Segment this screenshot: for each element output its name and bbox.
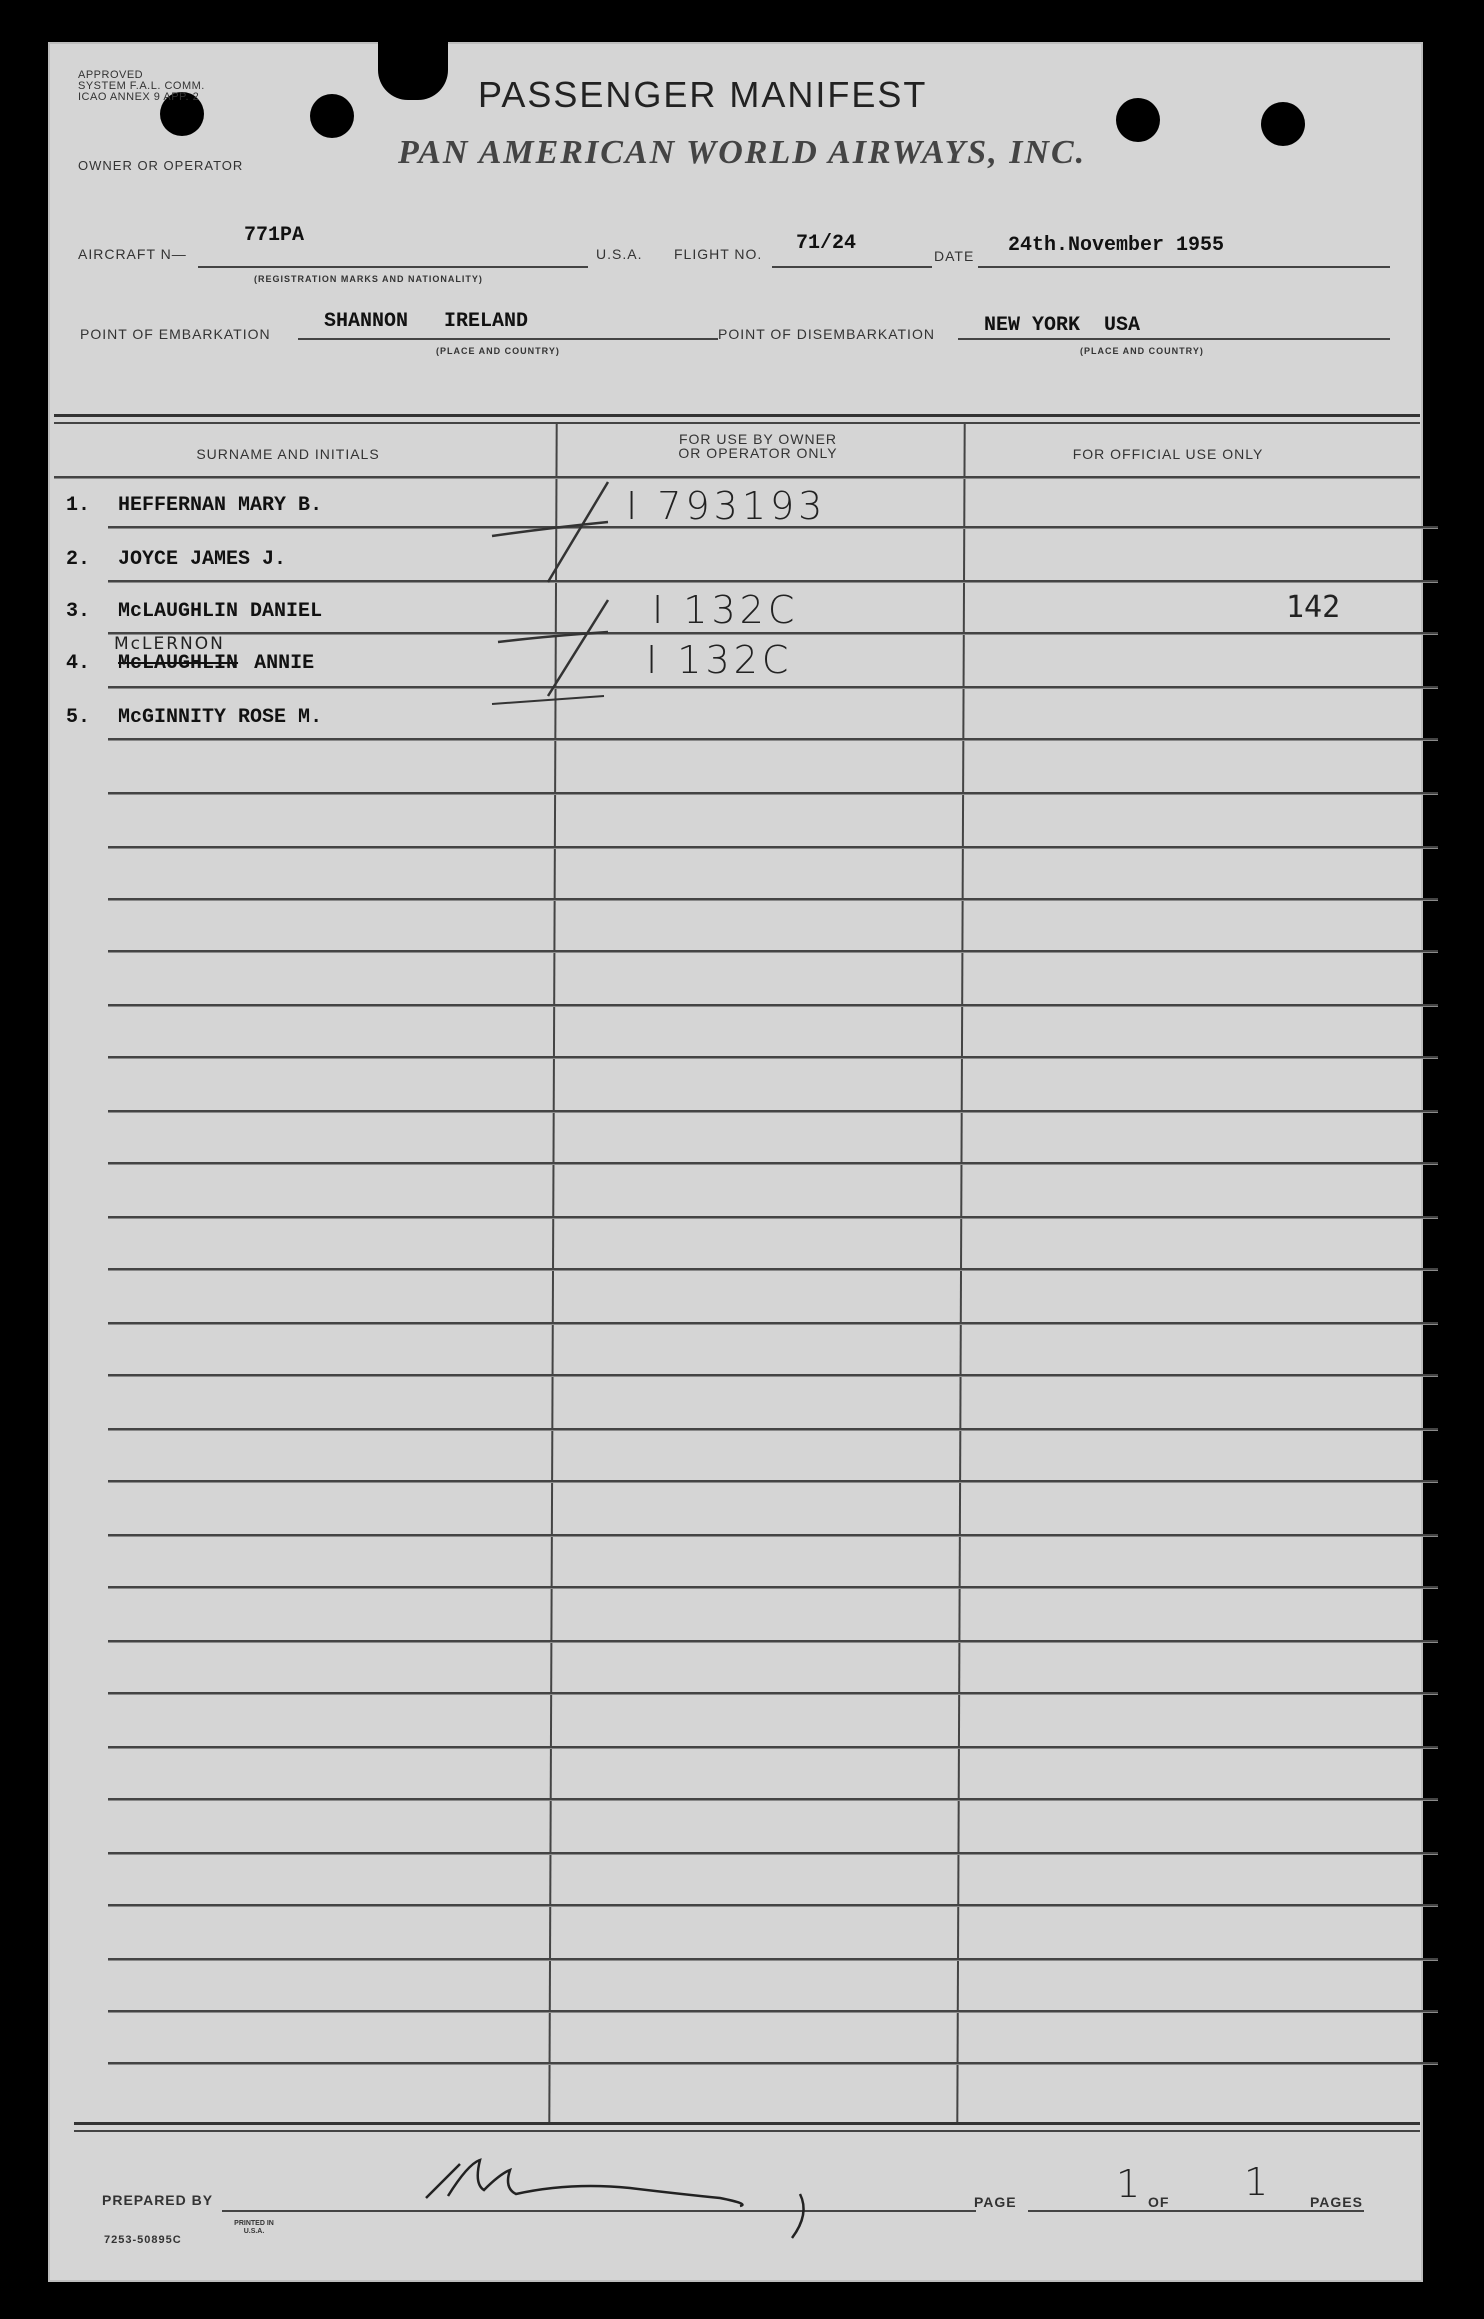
row-rule xyxy=(108,1004,1438,1007)
row-rule xyxy=(108,580,1438,583)
pages-label: PAGES xyxy=(1310,2194,1363,2210)
row-rule xyxy=(108,1904,1438,1907)
aircraft-value: 771PA xyxy=(244,224,305,247)
passenger-name: HEFFERNAN MARY B. xyxy=(118,494,323,517)
check-mark-icon xyxy=(488,472,648,712)
passenger-number: 5. xyxy=(66,706,91,729)
embarkation-caption: (PLACE AND COUNTRY) xyxy=(436,346,560,356)
row-rule xyxy=(108,1216,1438,1219)
row-rule xyxy=(108,1374,1438,1377)
embarkation-value: SHANNON IRELAND xyxy=(324,310,529,333)
form-code: 7253-50895C xyxy=(104,2234,182,2246)
row-rule xyxy=(108,1534,1438,1537)
embarkation-underline xyxy=(298,338,718,340)
printed-mark: PRINTED IN U.S.A. xyxy=(234,2220,274,2235)
table-top-rule xyxy=(54,422,1420,424)
owner-note: I 793193 xyxy=(626,484,827,528)
passenger-row xyxy=(66,494,322,517)
row-rule xyxy=(108,1480,1438,1483)
disembarkation-caption: (PLACE AND COUNTRY) xyxy=(1080,346,1204,356)
row-rule xyxy=(108,1162,1438,1165)
owner-label: OWNER OR OPERATOR xyxy=(78,158,244,173)
page-title: PASSENGER MANIFEST xyxy=(478,74,928,115)
row-rule xyxy=(108,1110,1438,1113)
passenger-number: 2. xyxy=(66,548,91,571)
row-rule xyxy=(108,898,1438,901)
date-label: DATE xyxy=(934,248,975,264)
row-rule xyxy=(108,2062,1438,2065)
passenger-struck-name: McLAUGHLIN xyxy=(118,652,239,675)
passenger-name: McGINNITY ROSE M. xyxy=(118,706,323,729)
passenger-row xyxy=(66,548,286,571)
flight-underline xyxy=(772,266,932,268)
table-bottom-rule xyxy=(74,2130,1420,2132)
row-rule xyxy=(108,1958,1438,1961)
date-value: 24th.November 1955 xyxy=(1008,234,1225,257)
row-rule xyxy=(108,1322,1438,1325)
disembarkation-underline xyxy=(958,338,1390,340)
row-rule xyxy=(108,1056,1438,1059)
row-rule xyxy=(108,846,1438,849)
disembarkation-value: NEW YORK USA xyxy=(984,314,1141,337)
column-divider xyxy=(956,424,965,2124)
punch-hole xyxy=(1116,98,1160,142)
passenger-name: ANNIE xyxy=(254,652,315,675)
row-rule xyxy=(108,1640,1438,1643)
approval-line: SYSTEM F.A.L. COMM. xyxy=(78,80,205,92)
registration-caption: (REGISTRATION MARKS AND NATIONALITY) xyxy=(254,274,483,284)
owner-note: I 132C xyxy=(646,638,793,682)
punch-hole xyxy=(310,94,354,138)
usa-label: U.S.A. xyxy=(596,246,643,262)
aircraft-underline xyxy=(198,266,588,268)
passenger-row xyxy=(66,600,322,623)
row-rule xyxy=(108,2010,1438,2013)
prepared-by-label: PREPARED BY xyxy=(102,2192,214,2208)
company-name: PAN AMERICAN WORLD AIRWAYS, INC. xyxy=(398,134,1087,171)
passenger-correction: McLERNON xyxy=(114,634,225,654)
row-rule xyxy=(108,1268,1438,1271)
row-rule xyxy=(108,1852,1438,1855)
row-rule xyxy=(108,686,1438,689)
table-top-rule xyxy=(54,414,1420,417)
of-value: 1 xyxy=(1244,2160,1273,2204)
row-rule xyxy=(108,1746,1438,1749)
column-header-owner-use-line: OR OPERATOR ONLY xyxy=(678,445,838,461)
page-label: PAGE xyxy=(974,2194,1017,2210)
owner-note: I 132C xyxy=(652,588,799,632)
of-label: OF xyxy=(1148,2194,1170,2210)
row-rule xyxy=(108,1798,1438,1801)
flight-value: 71/24 xyxy=(796,232,857,255)
passenger-number: 3. xyxy=(66,600,91,623)
row-rule xyxy=(108,632,1438,635)
page-underline xyxy=(1028,2210,1194,2212)
embarkation-label: POINT OF EMBARKATION xyxy=(80,326,271,342)
column-header-owner-use xyxy=(608,432,908,460)
passenger-number: 1. xyxy=(66,494,91,517)
row-rule xyxy=(54,476,1420,479)
signature-icon xyxy=(420,2134,880,2244)
approval-line: ICAO ANNEX 9 APP. 2 xyxy=(78,91,200,103)
passenger-row xyxy=(66,706,322,729)
row-rule xyxy=(108,1692,1438,1695)
date-underline xyxy=(978,266,1390,268)
passenger-name: JOYCE JAMES J. xyxy=(118,548,287,571)
approval-notice xyxy=(78,70,205,103)
page-value: 1 xyxy=(1116,2162,1145,2206)
passenger-number: 4. xyxy=(66,652,91,675)
disembarkation-label: POINT OF DISEMBARKATION xyxy=(718,326,935,342)
row-rule xyxy=(108,1428,1438,1431)
row-rule xyxy=(108,738,1438,741)
manifest-sheet xyxy=(48,42,1423,2282)
column-header-official: FOR OFFICIAL USE ONLY xyxy=(1072,446,1264,462)
row-rule xyxy=(108,792,1438,795)
official-note: 142 xyxy=(1286,590,1341,625)
of-underline xyxy=(1184,2210,1364,2212)
aircraft-label: AIRCRAFT N— xyxy=(78,246,187,262)
row-rule xyxy=(108,950,1438,953)
column-header-owner-use-line: FOR USE BY OWNER xyxy=(678,431,838,447)
table-bottom-rule xyxy=(74,2122,1420,2125)
column-header-surname: SURNAME AND INITIALS xyxy=(196,446,380,462)
flight-label: FLIGHT NO. xyxy=(674,246,763,262)
passenger-name: McLAUGHLIN DANIEL xyxy=(118,600,323,623)
row-rule xyxy=(108,1586,1438,1589)
punch-hole xyxy=(1261,102,1305,146)
torn-edge xyxy=(378,42,448,100)
passenger-row xyxy=(66,652,314,675)
approval-line: APPROVED xyxy=(78,69,144,81)
